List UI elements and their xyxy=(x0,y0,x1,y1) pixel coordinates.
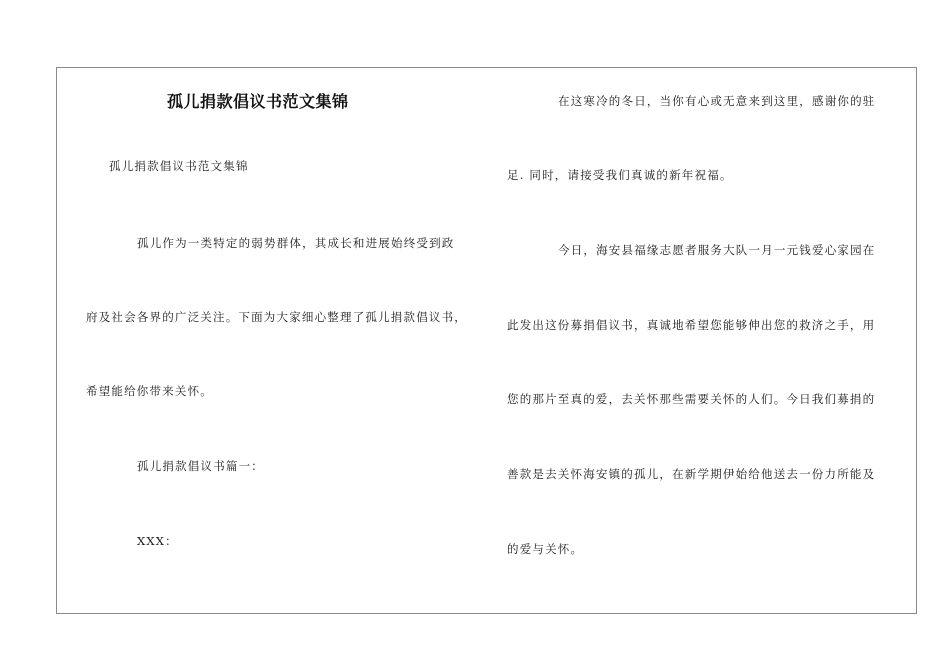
page-frame xyxy=(56,67,917,614)
document-title: 孤儿捐款倡议书范文集锦 xyxy=(167,92,349,111)
left-section-heading: 孤儿捐款倡议书篇一： xyxy=(137,459,264,473)
left-paragraph-line: 孤儿作为一类特定的弱势群体，其成长和进展始终受到政 xyxy=(137,236,455,250)
right-paragraph-line: 善款是去关怀海安镇的孤儿，在新学期伊始给他送去一份力所能及 xyxy=(507,467,876,481)
right-paragraph-line: 在这寒冷的冬日，当你有心或无意来到这里，感谢你的驻 xyxy=(558,94,876,108)
left-paragraph-line: 府及社会各界的广泛关注。下面为大家细心整理了孤儿捐款倡议书， xyxy=(86,310,467,324)
left-subtitle: 孤儿捐款倡议书范文集锦 xyxy=(109,159,249,173)
left-salutation: XXX： xyxy=(137,534,178,548)
right-paragraph-line: 您的那片至真的爱，去关怀那些需要关怀的人们。今日我们募捐的 xyxy=(507,392,876,406)
right-paragraph-line: 今日，海安县福缘志愿者服务大队一月一元钱爱心家园在 xyxy=(558,243,876,257)
right-paragraph-line: 的爱与关怀。 xyxy=(507,542,584,556)
right-paragraph-line: 足. 同时，请接受我们真诚的新年祝福。 xyxy=(507,168,733,182)
left-paragraph-line: 希望能给你带来关怀。 xyxy=(86,384,213,398)
right-paragraph-line: 此发出这份募捐倡议书，真诚地希望您能够伸出您的救济之手，用 xyxy=(507,318,876,332)
